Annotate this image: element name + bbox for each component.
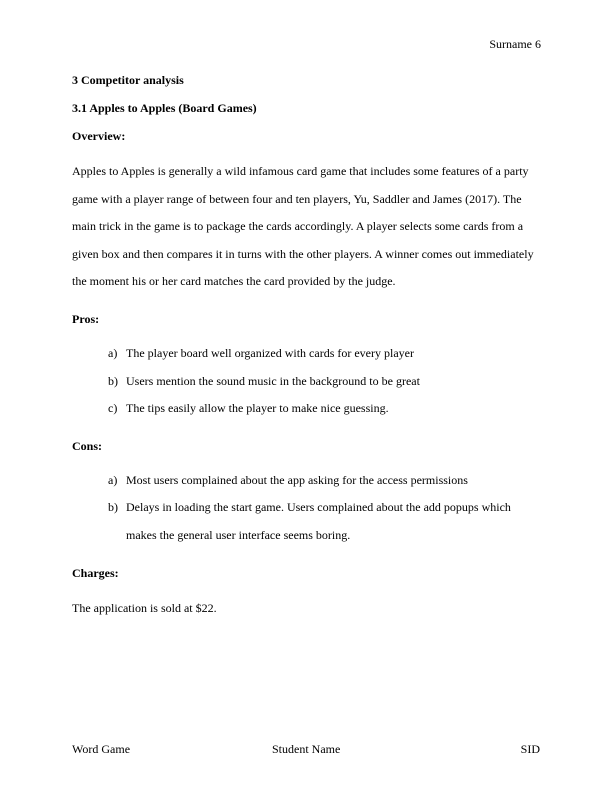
list-item-text: The player board well organized with cards for every player [126,345,414,360]
overview-paragraph: Apples to Apples is generally a wild infamous card game that includes some features of a party game with a player range of between four and ten players, Yu, Saddler and James (2017). The main trick in the game is to package the cards accordingly. A player selects some cards from a given box and then compares it in turns with the other players. A winner comes out immediately the moment his or her card matches the card provided by the judge. [72,164,534,289]
cons-label: Cons: [72,438,103,453]
subsection-heading: 3.1 Apples to Apples (Board Games) [72,101,257,115]
footer-right-text: SID [520,742,540,756]
footer-left-text: Word Game [72,742,131,756]
list-item-text: Delays in loading the start game. Users complained about the add popups which makes the general user interface seems boring. [126,500,511,542]
charges-label: Charges: [72,565,119,580]
section-heading: 3 Competitor analysis [72,73,184,87]
list-marker: a) [108,472,118,487]
list-item-text: Most users complained about the app asking for the access permissions [126,472,468,487]
list-marker: b) [108,373,118,388]
list-item [108,395,540,423]
list-item-text: Users mention the sound music in the background to be great [126,373,420,388]
overview-label: Overview: [72,129,126,143]
list-item [108,340,540,368]
footer-center-text: Student Name [272,742,341,756]
charges-paragraph: The application is sold at $22. [72,600,217,615]
list-marker: a) [108,345,118,360]
page-header-surname: Surname 6 [489,37,541,51]
pros-list [72,340,540,423]
cons-list [72,467,540,550]
pros-label: Pros: [72,311,100,326]
list-item [108,467,540,495]
list-item-text: The tips easily allow the player to make nice guessing. [126,401,389,416]
list-marker: c) [108,401,118,416]
list-marker: b) [108,500,118,515]
list-item [108,368,540,396]
list-item [108,494,540,549]
document-body [72,71,540,622]
